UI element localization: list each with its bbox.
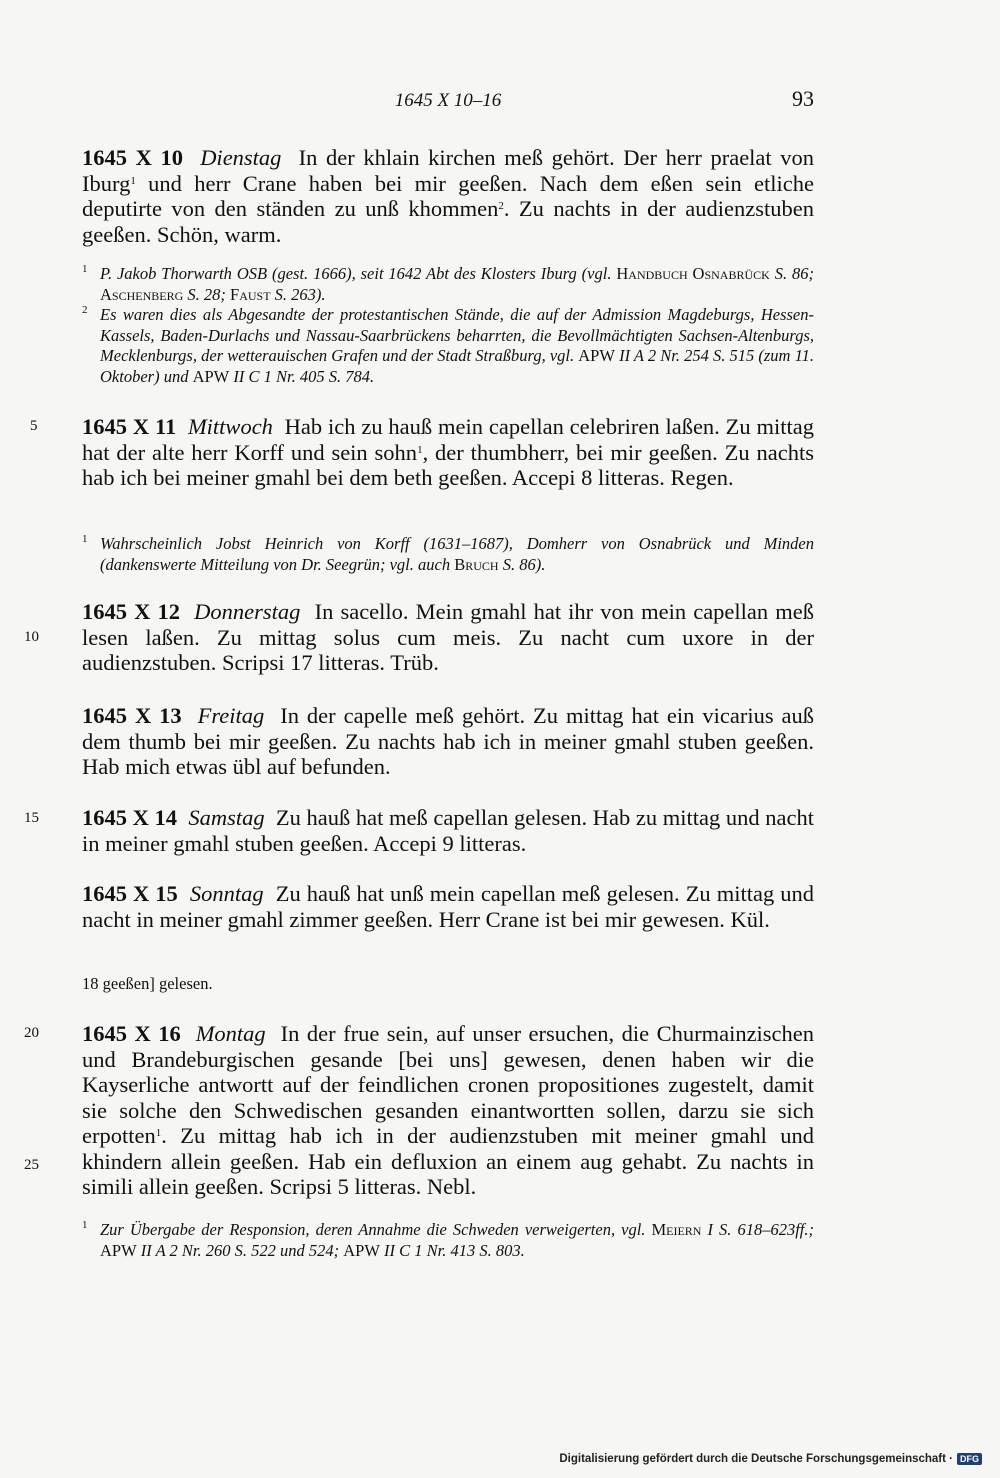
entry-text: Zu hauß hat meß capellan gelesen. Hab zu mittag und nacht in meiner gmahl stuben geeßen. Accepi 9 litteras. [82, 805, 815, 856]
footnote-mark: 1 [82, 533, 88, 545]
diary-entry-1645-x-13 [82, 703, 814, 780]
critical-apparatus: 18 geeßen] gelesen. [82, 974, 213, 993]
entry-text: , der thumbherr, bei mir geeßen. Zu nachts hab ich bei meiner gmahl bei dem beth geeßen. Accepi 8 litteras. Regen. [82, 439, 814, 490]
entry-weekday: Montag [195, 1021, 266, 1046]
entry-text: und herr Crane haben bei mir geeßen. Nach dem eßen sein etliche deputirte von den ständen zu unß khommen [82, 170, 814, 221]
footnote-text: Zur Übergabe der Responsion, deren Annahme die Schweden verweigerten, vgl. [100, 1220, 652, 1239]
entry-text: Zu hauß hat unß mein capellan meß gelesen. Zu mittag und nacht in meiner gmahl zimmer geeßen. Herr Crane ist bei mir gewesen. Kül. [82, 881, 814, 932]
footnotes-1645-x-11 [82, 534, 814, 575]
entry-weekday: Samstag [188, 805, 265, 830]
footnote-text: Wahrscheinlich Jobst Heinrich von Korff (1631–1687), Domherr von Osnabrück und Minden (dankenswerte Mitteilung von Dr. Seegrün; vgl. auch [100, 534, 814, 574]
line-number: 5 [30, 418, 38, 434]
footnote-text: II C 1 Nr. 405 S. 784. [229, 366, 375, 386]
entry-text: Hab ich zu hauß mein capellan celebriren laßen. Zu mittag hat der alte herr Korff und sein sohn [82, 414, 815, 465]
entry-date: 1645 X 11 [82, 414, 177, 439]
entry-date: 1645 X 14 [82, 805, 178, 830]
entry-weekday: Sonntag [189, 881, 264, 906]
diary-entry-1645-x-11 [82, 414, 814, 491]
footnotes-1645-x-10 [82, 264, 814, 387]
line-number: 25 [24, 1157, 39, 1173]
footnote-text: S. 86; [769, 264, 814, 283]
entry-text: In sacello. Mein gmahl hat ihr von mein capellan meß lesen laßen. Zu mittag solus cum meis. Zu nacht cum uxore in der audienzstuben. Scripsi 17 litteras. Trüb. [82, 599, 814, 675]
author-ref: Aschenberg [100, 284, 184, 304]
entry-text: In der khlain kirchen meß gehört. Der herr praelat von Iburg [82, 145, 815, 196]
footnote [82, 534, 814, 575]
footnote-mark: 1 [82, 1219, 88, 1231]
entry-date: 1645 X 12 [82, 599, 180, 624]
footnote-ref: 1 [417, 443, 423, 456]
diary-entry-1645-x-16 [82, 1021, 814, 1200]
footnote [82, 264, 814, 305]
digitization-credit [559, 1453, 982, 1465]
entry-weekday: Dienstag [200, 145, 282, 170]
footnote-text: S. 263). [270, 284, 326, 304]
page-number: 93 [792, 86, 814, 111]
diary-entry-1645-x-10 [82, 145, 814, 247]
author-ref: Handbuch Osnabrück [616, 264, 770, 283]
footnote-text: I S. 618–623ff.; [701, 1220, 814, 1239]
footnote-mark: 1 [82, 263, 88, 275]
page-header [82, 86, 814, 116]
entry-text: In der frue sein, auf unser ersuchen, die Churmainzischen und Brandeburgischen gesande [bei uns] gewesen, denen haben wir die Kayserliche antwortt auf der feindlichen cronen propositiones zugestelt, damit sie solche den Schwedischen gesanden einantwortten sollen, darzu sie sich erpotten [82, 1021, 815, 1148]
entry-weekday: Mittwoch [187, 414, 273, 439]
line-number: 20 [24, 1025, 39, 1041]
credit-text: Digitalisierung gefördert durch die Deutsche Forschungsgemeinschaft · [559, 1453, 953, 1465]
source-ref: APW [100, 1240, 137, 1260]
footnote-ref: 2 [498, 200, 504, 212]
entry-date: 1645 X 15 [82, 881, 178, 906]
footnote-text: P. Jakob Thorwarth OSB (gest. 1666), seit 1642 Abt des Klosters Iburg (vgl. [100, 264, 617, 283]
author-ref: Faust [230, 284, 271, 304]
footnote-text: Es waren dies als Abgesandte der protestantischen Stände, die auf der Admission Magdeburgs, Hessen-Kassels, Baden-Durlachs und Nassau-Saarbrückens beharrten, die Bevollmächtigten Sachsen-Altenburgs, Mecklenburgs, der wetterauischen Grafen und der Stadt Straßburg, vgl. [100, 305, 814, 365]
footnote-mark: 2 [82, 304, 88, 316]
entry-date: 1645 X 10 [82, 145, 183, 170]
diary-entry-1645-x-14 [82, 805, 814, 856]
entry-date: 1645 X 16 [82, 1021, 181, 1046]
footnote-text: II A 2 Nr. 254 S. 515 (zum 11. Oktober) und [100, 346, 814, 386]
running-head: 1645 X 10–16 [394, 90, 502, 111]
entry-text: In der capelle meß gehört. Zu mittag hat ein vicarius auß dem thumb bei mir geeßen. Zu nachts hab ich in meiner gmahl stuben geeßen. Hab mich etwas übl auf befunden. [82, 703, 815, 779]
source-ref: APW [343, 1240, 380, 1260]
author-ref: Bruch [454, 554, 499, 574]
dfg-logo: DFG [957, 1453, 982, 1465]
diary-entry-1645-x-15 [82, 881, 814, 932]
source-ref: APW [578, 346, 615, 365]
entry-text: . Zu mittag hab ich in der audienzstuben mit meiner gmahl und khindern allein geeßen. Hab ein defluxion an einem aug gehabt. Zu nachts in simili allein geeßen. Scripsi 5 litteras. Nebl. [82, 1123, 814, 1199]
footnote-ref: 1 [130, 174, 136, 187]
footnote-text: S. 28; [183, 284, 231, 304]
footnote-text: II C 1 Nr. 413 S. 803. [379, 1240, 525, 1260]
line-number: 10 [24, 629, 39, 645]
footnote [82, 305, 814, 387]
footnote-text: S. 86). [498, 554, 546, 574]
footnote-ref: 1 [155, 1127, 162, 1139]
author-ref: Meiern [651, 1220, 702, 1239]
footnote-text: II A 2 Nr. 260 S. 522 und 524; [136, 1240, 344, 1260]
entry-text: . Zu nachts in der audienzstuben geeßen. Schön, warm. [82, 196, 814, 247]
footnotes-1645-x-16 [82, 1220, 814, 1261]
entry-date: 1645 X 13 [82, 703, 182, 728]
source-ref: APW [192, 366, 230, 386]
entry-weekday: Donnerstag [194, 599, 301, 624]
diary-entry-1645-x-12 [82, 599, 814, 676]
footnote [82, 1220, 814, 1261]
line-number: 15 [24, 810, 39, 826]
entry-weekday: Freitag [197, 703, 265, 728]
